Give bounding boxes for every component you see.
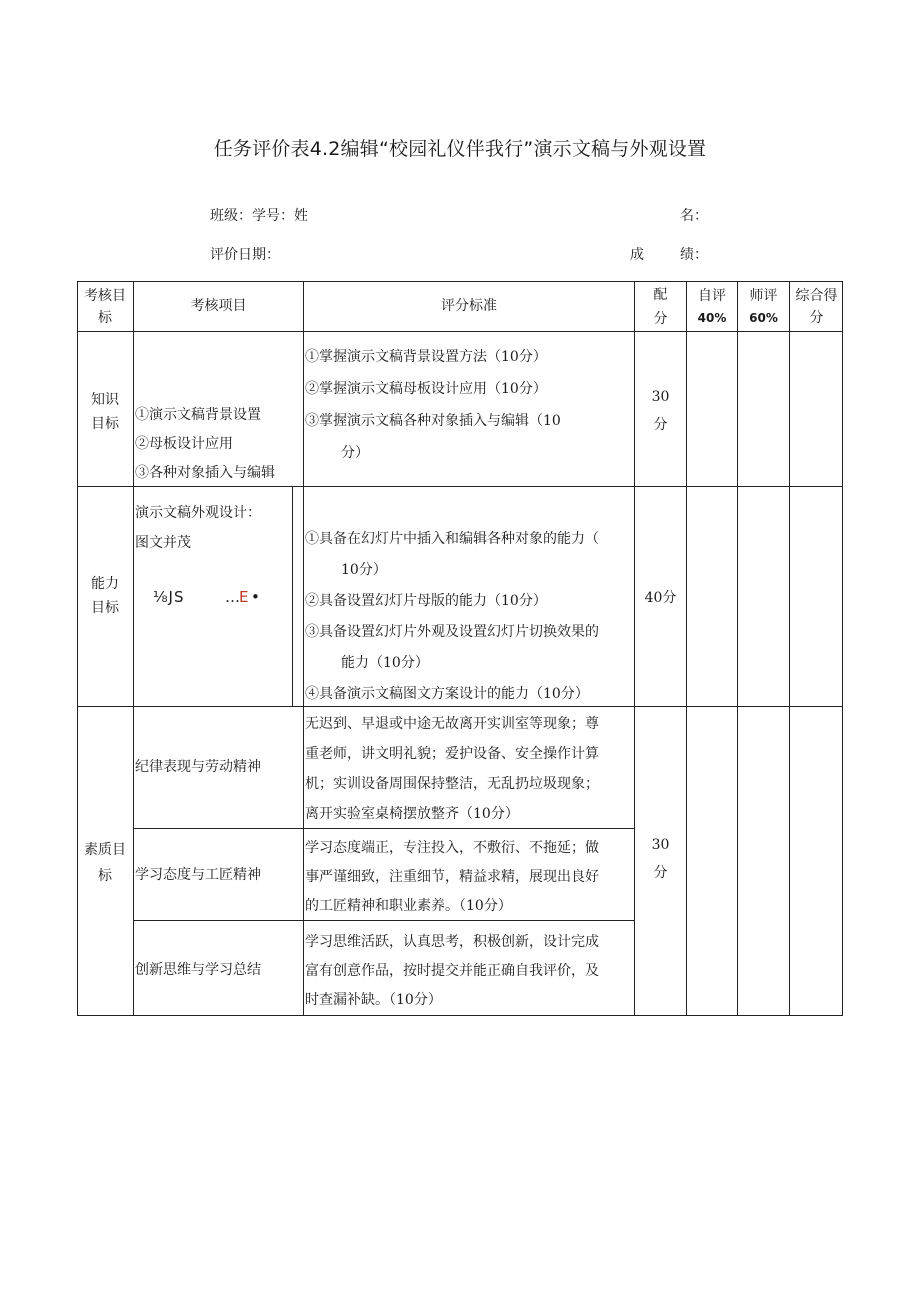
ability-goal-line1: 能力 [91, 576, 119, 592]
knowledge-points [635, 383, 686, 439]
quality-criteria-discipline [305, 709, 634, 829]
quality-criterion: 离开实验室桌椅摆放整齐（10分） [305, 806, 519, 822]
ability-criterion: ④具备演示文稿图文方案设计的能力（10分） [305, 686, 589, 702]
header-self-eval [687, 285, 737, 329]
quality-criterion: 事严谨细致，注重细节，精益求精，展现出良好 [305, 869, 599, 885]
col-divider-goal [133, 281, 134, 1016]
header-teacher-eval [738, 285, 789, 329]
knowledge-criteria [305, 341, 634, 469]
quality-criterion: 学习思维活跃，认真思考，积极创新，设计完成 [305, 934, 599, 950]
evaluation-date-label: 评价日期： [210, 247, 280, 263]
col-divider-item [303, 281, 304, 1016]
knowledge-item: ①演示文稿背景设置 [135, 407, 261, 423]
quality-criterion: 重老师，讲文明礼貌；爱护设备、安全操作计算 [305, 746, 599, 762]
quality-goal [77, 837, 133, 889]
ability-item-mark-dot: • [251, 588, 261, 606]
header-points-line1: 配 [653, 287, 668, 303]
evaluation-table [77, 281, 843, 1016]
header-goal-line1: 考核目 [84, 288, 126, 304]
knowledge-criterion: 分） [341, 445, 369, 461]
col-divider-points [686, 281, 687, 1016]
quality-criterion: 无迟到、早退或中途无故离开实训室等现象；尊 [305, 716, 599, 732]
header-total-line2: 分 [809, 310, 824, 326]
ability-item [135, 498, 292, 558]
quality-points [635, 831, 686, 887]
quality-goal-line1: 素质目 [84, 842, 126, 858]
ability-goal-line2: 目标 [91, 600, 119, 616]
ability-item-mark-ellipsis: … [225, 588, 241, 606]
page-title: 任务评价表4.2编辑“校园礼仪伴我行”演示文稿与外观设置 [213, 138, 707, 160]
quality-criterion: 时查漏补缺。（10分） [305, 992, 442, 1008]
ability-criteria [305, 524, 634, 710]
header-points [635, 283, 686, 331]
knowledge-item: ③各种对象插入与编辑 [135, 465, 275, 481]
knowledge-points-line1: 30 [651, 389, 670, 405]
header-teacher-weight: 60% [749, 311, 778, 325]
score-label-part2: 绩： [680, 247, 708, 263]
ability-points: 40分 [644, 590, 677, 606]
quality-goal-line2: 标 [98, 868, 112, 884]
score-label-part1: 成 [630, 247, 644, 263]
header-points-line2: 分 [653, 311, 668, 327]
knowledge-goal [77, 388, 133, 436]
col-divider-teacher [789, 281, 790, 1016]
table-border-right [842, 281, 843, 1016]
quality-criterion: 机；实训设备周围保持整洁，无乱扔垃圾现象； [305, 776, 599, 792]
quality-criteria-attitude [305, 834, 634, 921]
quality-points-line1: 30 [651, 837, 670, 853]
knowledge-goal-line2: 目标 [91, 416, 119, 432]
ability-item-mark-red: E [239, 588, 250, 606]
header-goal [77, 285, 133, 329]
ability-criterion: 10分） [341, 562, 387, 578]
ability-criterion: ②具备设置幻灯片母版的能力（10分） [305, 593, 547, 609]
quality-item-discipline: 纪律表现与劳动精神 [135, 759, 261, 775]
quality-criterion: 学习态度端正，专注投入，不敷衍、不拖延；做 [305, 840, 599, 856]
header-self-label: 自评 [698, 288, 726, 304]
ability-item-mark-left: ⅛JS [153, 588, 185, 606]
quality-points-line2: 分 [653, 865, 668, 881]
knowledge-criterion: ①掌握演示文稿背景设置方法（10分） [305, 349, 547, 365]
knowledge-points-line2: 分 [653, 417, 668, 433]
header-goal-line2: 标 [98, 310, 112, 326]
header-teacher-label: 师评 [749, 288, 778, 304]
knowledge-criterion: ③掌握演示文稿各种对象插入与编辑（10 [305, 413, 561, 429]
ability-item-line: 演示文稿外观设计： [135, 505, 261, 521]
class-id-name-label: 班级：学号：姓 [210, 208, 308, 224]
quality-item-innovation: 创新思维与学习总结 [135, 962, 261, 978]
col-divider-self [737, 281, 738, 1016]
header-total-line1: 综合得 [795, 288, 838, 304]
ability-criterion: ③具备设置幻灯片外观及设置幻灯片切换效果的 [305, 624, 599, 640]
quality-criterion: 的工匠精神和职业素养。（10分） [305, 898, 512, 914]
ability-goal [77, 572, 133, 620]
table-border-top [77, 281, 843, 282]
quality-criterion: 富有创意作品，按时提交并能正确自我评价，及 [305, 963, 599, 979]
ability-item-line: 图文并茂 [135, 535, 191, 551]
quality-item-attitude: 学习态度与工匠精神 [135, 867, 261, 883]
knowledge-criterion: ②掌握演示文稿母板设计应用（10分） [305, 381, 547, 397]
knowledge-item: ②母板设计应用 [135, 436, 233, 452]
header-self-weight: 40% [697, 311, 727, 325]
knowledge-items [135, 401, 303, 488]
row-divider-header [77, 331, 843, 332]
header-criteria: 评分标准 [441, 298, 497, 314]
table-border-bottom [77, 1015, 843, 1016]
ability-criterion: 能力（10分） [341, 655, 429, 671]
ability-item-inner-divider [292, 486, 293, 706]
header-item: 考核项目 [190, 298, 247, 314]
knowledge-goal-line1: 知识 [91, 392, 119, 408]
quality-criteria-innovation [305, 928, 634, 1015]
header-total [790, 285, 843, 329]
ability-criterion: ①具备在幻灯片中插入和编辑各种对象的能力（ [305, 531, 599, 547]
name-label: 名： [680, 208, 708, 224]
